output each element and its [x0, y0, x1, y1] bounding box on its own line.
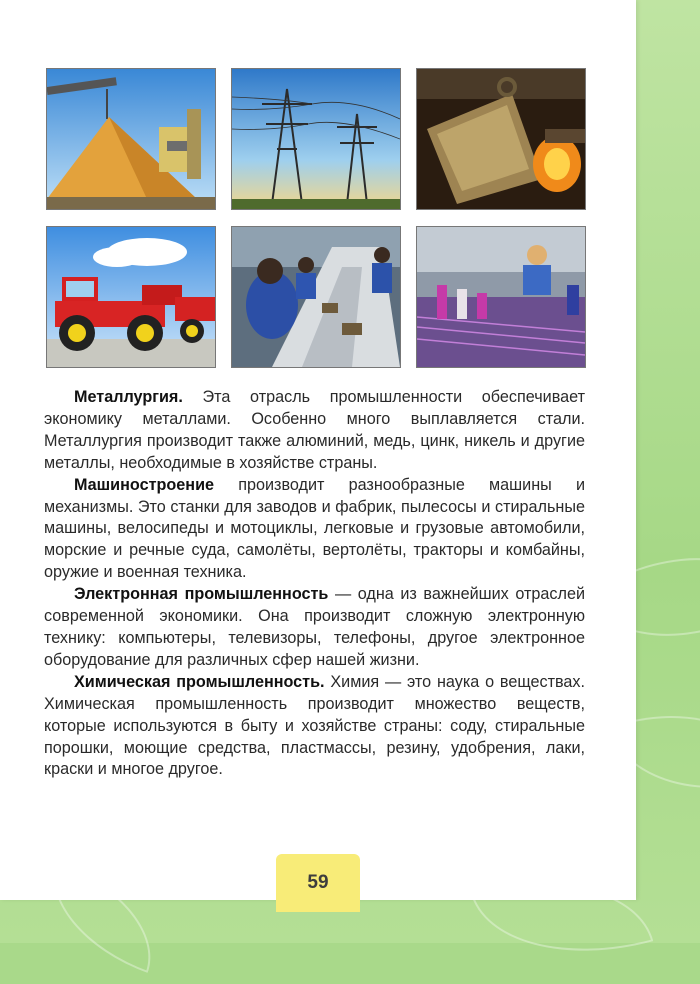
paragraph-mechanical-engineering: [44, 475, 585, 585]
text-metallurgy: Эта отрасль промышленности обеспечивает экономику металлами. Особенно много выплавляется стали. Металлургия производит также алюминий, медь, цинк, никель и другие металлы, необходимые в хозяйстве страны.: [44, 388, 585, 472]
text-mechanical-engineering: производит разнообразные машины и механизмы. Это станки для заводов и фабрик, пылесосы и стиральные машины, велосипеды и мотоциклы, легковые и грузовые автомобили, морские и речные суда, самолёты, вертолёты, тракторы и комбайны, оружие и военная техника.: [44, 475, 585, 582]
paragraph-electronics: [44, 584, 585, 672]
photo-grid: [46, 68, 586, 368]
power-lines-photo: [231, 68, 401, 210]
red-tractors-photo: [46, 226, 216, 368]
term-chemical: Химическая промышленность.: [74, 672, 325, 691]
sand-conveyor-photo: [46, 68, 216, 210]
text-electronics: — одна из важнейших отраслей современной экономики. Она производит сложную электронную технику: компьютеры, телевизоры, телефоны, другое электронное оборудование для различных сфер нашей жизни.: [44, 585, 585, 669]
textile-factory-photo: [416, 226, 586, 368]
text-chemical: Химия — это наука о веществах. Химическая промышленность производит множество веществ, которые используются в быту и хозяйстве страны: соду, стиральные порошки, моющие средства, пластмассы, резину, удобрения, лаки, краски и многое другое.: [44, 672, 585, 779]
steel-ladle-photo: [416, 68, 586, 210]
page-text: [44, 387, 585, 781]
paragraph-metallurgy: [44, 387, 585, 475]
paragraph-chemical: [44, 672, 585, 782]
electronics-assembly-photo: [231, 226, 401, 368]
term-mechanical-engineering: Машиностроение: [74, 475, 215, 494]
term-electronics: Электронная промышленность: [74, 585, 329, 604]
page-number: 59: [276, 854, 360, 912]
term-metallurgy: Металлургия.: [74, 388, 183, 406]
